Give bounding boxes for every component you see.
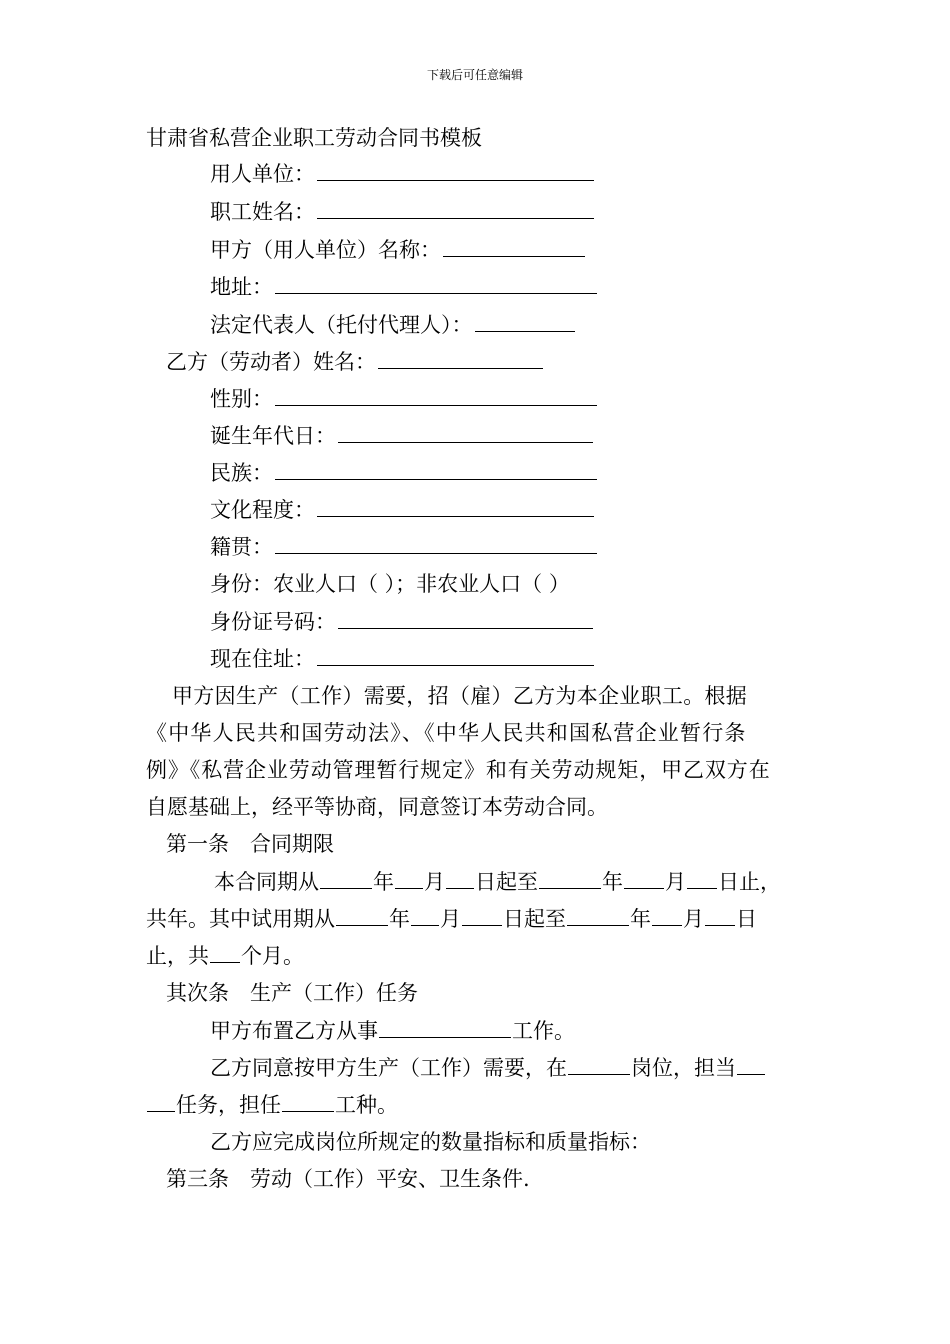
page-header: 下载后可任意编辑 bbox=[426, 68, 523, 82]
blank-line bbox=[379, 1017, 511, 1038]
blank-line bbox=[317, 198, 594, 219]
field-current-address: 现在住址： bbox=[210, 645, 594, 672]
field-party-b-name: 乙方（劳动者）姓名： bbox=[166, 348, 543, 375]
intro-line-3: 例》《私营企业劳动管理暂行规定》和有关劳动规矩，甲乙双方在 bbox=[146, 758, 771, 782]
blank-line bbox=[475, 311, 575, 332]
field-native-place: 籍贯： bbox=[210, 533, 597, 560]
intro-line-4: 自愿基础上，经平等协商，同意签订本劳动合同。 bbox=[146, 795, 608, 819]
blank-line bbox=[378, 348, 543, 369]
blank-line bbox=[317, 160, 594, 181]
blank-line bbox=[282, 1091, 334, 1112]
field-gender: 性别： bbox=[210, 385, 597, 412]
article-3-heading: 第三条 劳动（工作）平安、卫生条件. bbox=[166, 1167, 530, 1191]
blank-line bbox=[411, 905, 439, 926]
field-employer: 用人单位： bbox=[210, 160, 594, 187]
article-1-line-2: 共年。其中试用期从 年 月 日起至 年 月 日 bbox=[146, 907, 757, 931]
blank-line bbox=[275, 533, 597, 554]
article-2-line-4: 乙方应完成岗位所规定的数量指标和质量指标： bbox=[210, 1130, 651, 1154]
blank-line bbox=[317, 496, 594, 517]
blank-line bbox=[446, 868, 474, 889]
blank-line bbox=[687, 868, 717, 889]
blank-line bbox=[338, 608, 593, 629]
article-1-line-1: 本合同期从 年 月 日起至 年 月 日止， bbox=[214, 870, 781, 894]
article-1-heading: 第一条 合同期限 bbox=[166, 832, 334, 856]
field-ethnicity: 民族： bbox=[210, 459, 597, 486]
intro-line-2: 《中华人民共和国劳动法》、《中华人民共和国私营企业暂行条 bbox=[146, 721, 747, 745]
article-2-heading: 其次条 生产（工作）任务 bbox=[166, 981, 418, 1005]
field-birth: 诞生年代日： bbox=[210, 422, 593, 449]
field-legal-rep: 法定代表人（托付代理人）： bbox=[210, 311, 575, 338]
blank-line bbox=[652, 905, 682, 926]
blank-line bbox=[147, 1091, 175, 1112]
blank-line bbox=[624, 868, 664, 889]
blank-line bbox=[737, 1054, 765, 1075]
blank-line bbox=[275, 385, 597, 406]
field-employee-name: 职工姓名： bbox=[210, 198, 594, 225]
blank-line bbox=[568, 1054, 630, 1075]
blank-line bbox=[210, 942, 240, 963]
document-title: 甘肃省私营企业职工劳动合同书模板 bbox=[146, 126, 482, 150]
blank-line bbox=[539, 868, 601, 889]
field-education: 文化程度： bbox=[210, 496, 594, 523]
article-2-line-1: 甲方布置乙方从事 工作。 bbox=[210, 1019, 575, 1043]
article-2-line-3: 任务，担任 工种。 bbox=[146, 1091, 398, 1118]
blank-line bbox=[275, 459, 597, 480]
article-1-line-3: 止，共 个月。 bbox=[146, 944, 304, 968]
blank-line bbox=[317, 645, 594, 666]
intro-line-1: 甲方因生产（工作）需要，招（雇）乙方为本企业职工。根据 bbox=[172, 684, 748, 708]
blank-line bbox=[395, 868, 423, 889]
blank-line bbox=[320, 868, 372, 889]
article-2-line-2: 乙方同意按甲方生产（工作）需要，在 岗位，担当 bbox=[210, 1054, 766, 1081]
blank-line bbox=[705, 905, 735, 926]
blank-line bbox=[443, 236, 585, 257]
field-identity: 身份：农业人口（ ）；非农业人口（ ） bbox=[210, 572, 570, 596]
blank-line bbox=[567, 905, 629, 926]
field-party-a-name: 甲方（用人单位）名称： bbox=[210, 236, 585, 263]
field-id-number: 身份证号码： bbox=[210, 608, 593, 635]
blank-line bbox=[462, 905, 502, 926]
blank-line bbox=[338, 422, 593, 443]
blank-line bbox=[275, 273, 597, 294]
field-address: 地址： bbox=[210, 273, 597, 300]
blank-line bbox=[336, 905, 388, 926]
